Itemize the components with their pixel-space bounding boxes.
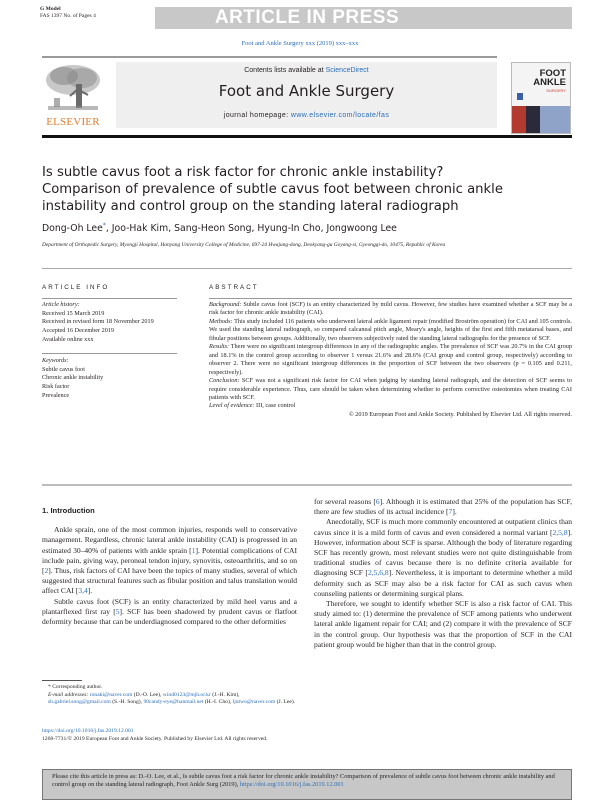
keyword-item: Subtle cavus foot bbox=[42, 365, 85, 373]
email-link[interactable]: ljutwo@naver.com bbox=[232, 699, 276, 706]
text: Subtle cavus foot (SCF) is an entity characterized by mild heel varus and a plantarflexed first ray [ bbox=[42, 596, 297, 616]
text: ]. Thus, risk factors of CAI have been the topics of many studies, several of which suggested that structural features such as fibular position and talus translation would affect CAI [ bbox=[42, 566, 297, 596]
doi-link[interactable]: https://doi.org/10.1016/j.fas.2019.12.001 bbox=[42, 728, 134, 734]
methods-text: This study included 116 patients who underwent lateral ankle ligament repair (modified Broström operation) for CAI and 105 controls. We used the standing lateral radiograph, so compared calcaneal pitch angle, Meary's angle, heights of the first and fifth metatarsal bases, and fibular positions between groups. Additionally, two observers subjectively rated the standing lateral radiographs for the presence of SCF. bbox=[209, 317, 572, 342]
article-history bbox=[42, 301, 182, 345]
citation-link[interactable]: 2 bbox=[44, 566, 49, 576]
cover-image-blue bbox=[540, 106, 571, 134]
history-label: Article history: bbox=[42, 301, 80, 308]
sciencedirect-link[interactable]: ScienceDirect bbox=[325, 67, 369, 74]
email-owner: (J. Lee). bbox=[275, 699, 296, 706]
citation-link[interactable]: 6 bbox=[375, 497, 380, 506]
evidence-text: III, case control bbox=[254, 402, 296, 410]
citation-link[interactable]: 5 bbox=[115, 606, 120, 616]
article-info-rule bbox=[42, 298, 177, 299]
intro-paragraph-1 bbox=[42, 525, 297, 596]
text: ]. Nevertheless, it is important to determine whether a mild deformity such as SCF may also be a risk factor for CAI as such cavus when counseling patients or determining surgical plans. bbox=[314, 568, 572, 598]
footnote bbox=[42, 684, 297, 707]
keywords-label: Keywords: bbox=[42, 357, 69, 364]
email-link[interactable]: wind0123@mjh.or.kr bbox=[162, 691, 211, 698]
masthead-divider bbox=[42, 135, 572, 138]
text: for several reasons [ bbox=[314, 497, 376, 506]
article-info-heading: ARTICLE INFO bbox=[42, 284, 110, 291]
results-label: Results: bbox=[209, 343, 230, 351]
elsevier-wordmark: ELSEVIER bbox=[46, 116, 100, 128]
journal-name: Foot and Ankle Surgery bbox=[218, 82, 395, 100]
citation-link[interactable]: 2,5,6,8 bbox=[367, 568, 389, 578]
text: Anecdotally, SCF is much more commonly encountered at outpatient clinics than cavus since it is a mild form of cavus and even considered a normal variant [ bbox=[314, 517, 572, 537]
abstract-methods bbox=[209, 318, 572, 343]
email-link[interactable]: 90candy-eye@hanmail.net bbox=[143, 699, 204, 706]
g-model-text: G Model bbox=[40, 6, 61, 12]
affiliation: Department of Orthopedic Surgery, Myongji Hospital, Hanyang University College of Medicine, 697-24 Hwajung-dong, Deokyang-gu Goyang-si, Gyeonggi-do, 10475, Republic of Korea bbox=[42, 242, 446, 248]
conclusion-text: SCF was not a significant risk factor for CAI when judging by standing lateral radiograph, and the detection of SCF seems to require considerable experience. Thus, care should be taken when determining whether to perform corrective osteotomies when treating CAI patients with SCF. bbox=[209, 377, 572, 401]
abstract-body bbox=[209, 301, 572, 419]
background-label: Background: bbox=[209, 301, 242, 308]
cover-line-foot: FOOT bbox=[539, 68, 566, 79]
text: ]. bbox=[87, 586, 93, 596]
corresponding-author-mark[interactable]: * bbox=[102, 222, 106, 229]
journal-cover-thumbnail[interactable] bbox=[511, 62, 571, 134]
text: ]. bbox=[452, 507, 457, 517]
cover-subtitle: SURGERY bbox=[546, 88, 566, 93]
abstract-rule bbox=[209, 298, 572, 299]
corresponding-author-note: * Corresponding author. bbox=[48, 684, 103, 690]
contents-prefix: Contents lists available at bbox=[244, 67, 326, 74]
title-line-1: Is subtle cavus foot a risk factor for chronic ankle instability? bbox=[42, 165, 444, 180]
article-title bbox=[42, 164, 562, 215]
citation-link[interactable]: 3,4 bbox=[78, 586, 88, 596]
keyword-item: Risk factor bbox=[42, 383, 70, 391]
homepage-line bbox=[116, 112, 497, 119]
journal-masthead bbox=[116, 62, 497, 128]
email-owner: (J.-H. Kim), bbox=[210, 691, 240, 698]
text: ]. Potential complications of CAI include pain, giving way, peroneal tendon injury, synovitis, osteoarthritis, and so on [ bbox=[42, 545, 297, 576]
author-list bbox=[42, 222, 562, 234]
abstract-results bbox=[209, 343, 572, 377]
author-others: , Joo-Hak Kim, Sang-Heon Song, Hyung-In Cho, Jongwoong Lee bbox=[105, 223, 397, 235]
affiliation-rule bbox=[42, 268, 572, 269]
cover-badge-icon bbox=[517, 93, 523, 100]
intro-paragraph-2-cont bbox=[314, 497, 572, 517]
abstract-background bbox=[209, 301, 572, 318]
cover-title bbox=[533, 70, 566, 87]
results-text: There were no significant intergroup differences in any of the radiographic angles. The prevalence of SCF was 20.7% in the CAI group and 18.1% in the control group according to observer 1 versus 21.6% and 28.6% (CAI group and control group, respectively) according to observer 2. There were no significant intergroup differences in the proportion of SCF between the two observers (p = 0.105 and 0.211, respectively). bbox=[209, 343, 572, 376]
email-owner: (D.-O. Lee), bbox=[132, 691, 163, 698]
introduction-heading: 1. Introduction bbox=[42, 506, 95, 515]
background-text: Subtle cavus foot (SCF) is an entity characterized by mild cavus. However, few studies have examined whether a SCF may be a risk factor for chronic ankle instability (CAI). bbox=[209, 301, 572, 317]
body-column-left bbox=[42, 506, 297, 627]
article-in-press-banner bbox=[155, 7, 572, 29]
issn-copyright: 1268-7731/© 2019 European Foot and Ankle Society. Published by Elsevier Ltd. All rights reserved. bbox=[42, 736, 268, 742]
email-owner: (H.-I. Cho), bbox=[203, 699, 233, 706]
text: Ankle sprain, one of the most common injuries, responds well to conservative management. Regardless, chronic lateral ankle instability (CAI) is progressed in an estimated 30–40% of patients with ankle sprain [ bbox=[42, 525, 297, 555]
abstract-evidence bbox=[209, 402, 572, 410]
fas-pages-text: FAS 1397 No. of Pages 4 bbox=[40, 12, 96, 19]
homepage-link[interactable]: www.elsevier.com/locate/fas bbox=[290, 112, 390, 119]
email-addresses bbox=[42, 692, 297, 707]
history-received: Received 15 March 2019 bbox=[42, 309, 105, 317]
elsevier-logo[interactable] bbox=[42, 62, 104, 128]
citation-link[interactable]: 2,5,8 bbox=[552, 527, 568, 537]
history-revised: Received in revised form 18 November 2019 bbox=[42, 318, 154, 326]
keywords-rule bbox=[42, 353, 177, 354]
abstract-end-rule bbox=[42, 484, 572, 486]
email-link[interactable]: ronaki@naver.com bbox=[89, 691, 133, 698]
header-rule bbox=[42, 56, 497, 58]
citation-text: Please cite this article in press as: D.-O. Lee, et al., Is subtle cavus foot a risk factor for chronic ankle instability? Comparison of prevalence of subtle cavus foot between chronic ankle instability and control group on the standing lateral radiograph, Foot Ankle Surg (2019), bbox=[52, 773, 555, 789]
body-column-right bbox=[314, 497, 572, 650]
evidence-label: Level of evidence: bbox=[209, 402, 255, 410]
history-accepted: Accepted 16 December 2019 bbox=[42, 327, 114, 335]
author-first: Dong-Oh Lee bbox=[42, 223, 103, 235]
citation-link[interactable]: 1 bbox=[191, 545, 196, 555]
history-online: Available online xxx bbox=[42, 335, 94, 343]
keyword-item: Prevalence bbox=[42, 391, 70, 399]
citation-link[interactable]: 7 bbox=[448, 507, 453, 517]
footnote-rule bbox=[42, 680, 82, 681]
elsevier-tree-icon bbox=[42, 62, 104, 114]
citation-doi-link[interactable]: https://doi.org/10.1016/j.fas.2019.12.001 bbox=[239, 781, 344, 789]
journal-reference: Foot and Ankle Surgery xxx (2019) xxx–xxx bbox=[241, 40, 359, 47]
article-in-press-text: ARTICLE IN PRESS bbox=[214, 7, 400, 28]
cover-image-dark bbox=[526, 106, 540, 134]
email-link[interactable]: sh.gabriel.song@gmail.com bbox=[48, 699, 111, 706]
text: ]. However, information about SCF is sparse. Although the body of literature regarding SCF has recently grown, most relevant studies were not quite distinguishable from traditional studies of cavus because there is no definite criteria available for diagnosing SCF [ bbox=[314, 527, 572, 578]
abstract-copyright: © 2019 European Foot and Ankle Society. Published by Elsevier Ltd. All rights reserved. bbox=[348, 410, 572, 418]
intro-paragraph-2 bbox=[42, 597, 297, 628]
intro-paragraph-4: Therefore, we sought to identify whether SCF is also a risk factor of CAI. This study aimed to: (1) determine the prevalence of SCF among patients who underwent lateral ankle ligament repair for CAI; and (2) compare it with the prevalence of SCF in the control group. Our hypothesis was that the proportion of SCF in the CAI patient group would be higher than that in the control group. bbox=[314, 599, 572, 649]
title-line-2: Comparison of prevalence of subtle cavus foot between chronic ankle bbox=[42, 182, 503, 197]
keyword-item: Chronic ankle instability bbox=[42, 374, 104, 382]
title-line-3: instability and control group on the standing lateral radiograph bbox=[42, 199, 459, 214]
keywords bbox=[42, 357, 182, 401]
abstract-heading: ABSTRACT bbox=[209, 284, 259, 291]
email-owner: (S.-H. Song), bbox=[110, 699, 144, 706]
text: ]. Although it is estimated that 25% of the population has SCF, there are few studies of its actual incidence [ bbox=[314, 497, 573, 517]
intro-paragraph-3 bbox=[314, 517, 572, 599]
cover-line-ankle: ANKLE bbox=[533, 76, 566, 88]
text: ]. SCF has been shadowed by prudent cavus or flatfoot deformity because that can be underdiagnosed compared to the other deformities bbox=[42, 606, 297, 627]
homepage-prefix: journal homepage: bbox=[223, 112, 291, 119]
methods-label: Methods: bbox=[209, 317, 233, 325]
contents-line bbox=[116, 67, 497, 74]
citation-box bbox=[42, 769, 572, 800]
conclusion-label: Conclusion: bbox=[209, 377, 240, 385]
email-label: E-mail addresses: bbox=[48, 691, 89, 698]
abstract-conclusion bbox=[209, 377, 572, 402]
